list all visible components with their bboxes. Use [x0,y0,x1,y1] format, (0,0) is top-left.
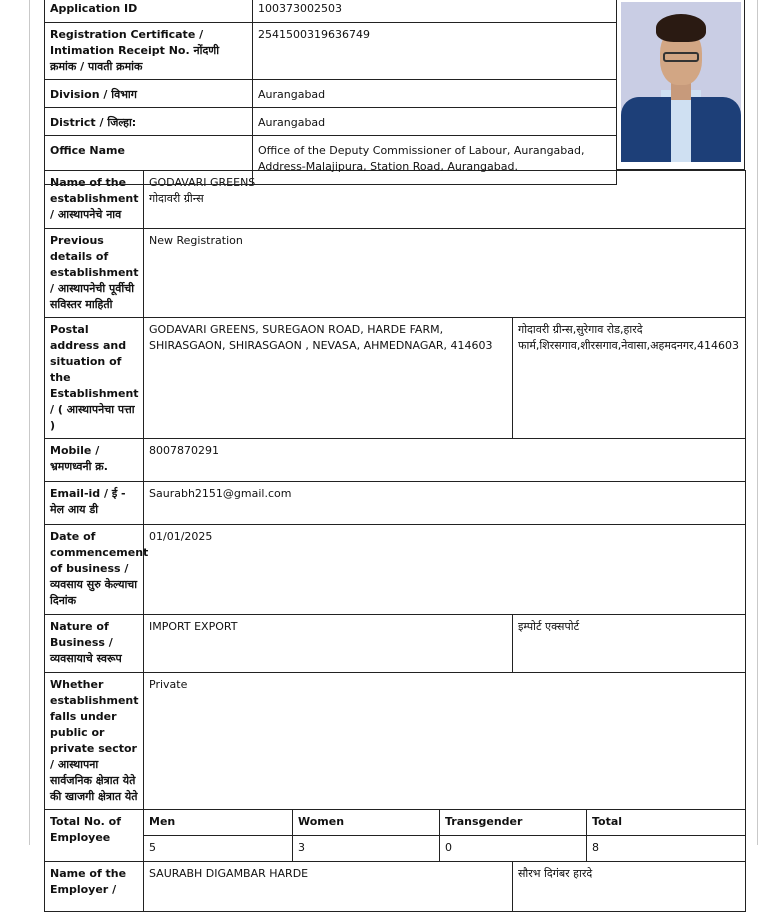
application-id-value: 100373002503 [253,0,617,23]
nature-of-business-label: Nature of Business / व्यवसायाचे स्वरूप [45,615,144,673]
division-label: Division / विभाग [45,80,253,108]
employees-transgender-value: 0 [440,836,587,862]
employees-total-header: Total [587,810,746,836]
employer-name-label: Name of the Employer / [45,862,144,912]
previous-details-label: Previous details of establishment / आस्थापनेची पूर्वीची सविस्तर माहिती [45,229,144,318]
applicant-photo [621,2,741,162]
header-section [44,0,746,173]
registration-certificate-label: Registration Certificate / Intimation Receipt No. नोंदणी क्रमांक / पावती क्रमांक [45,23,253,80]
registration-certificate [44,0,746,912]
establishment-name-marathi: गोदावरी ग्रीन्स [149,192,204,205]
employees-transgender-header: Transgender [440,810,587,836]
sector-value: Private [144,673,746,810]
employees-women-value: 3 [293,836,440,862]
nature-of-business-english: IMPORT EXPORT [144,615,513,673]
postal-address-label: Postal address and situation of the Establishment / ( आस्थापनेचा पत्ता ) [45,318,144,439]
photo-frame [616,0,745,170]
establishment-name-label: Name of the establishment / आस्थापनेचे नाव [45,171,144,229]
email-value: Saurabh2151@gmail.com [144,482,746,525]
employees-women-header: Women [293,810,440,836]
page-right-margin-line [757,0,758,845]
employees-total-value: 8 [587,836,746,862]
division-value: Aurangabad [253,80,617,108]
commencement-date-value: 01/01/2025 [144,525,746,615]
nature-of-business-marathi: इम्पोर्ट एक्सपोर्ट [513,615,746,673]
total-employees-label: Total No. of Employee [45,810,144,862]
mobile-label: Mobile / भ्रमणध्वनी क्र. [45,439,144,482]
mobile-value: 8007870291 [144,439,746,482]
office-name-value: Office of the Deputy Commissioner of Labour, Aurangabad, Address-Malajipura, Station Road, Aurangabad. [253,136,617,185]
application-details-table [44,0,617,185]
district-value: Aurangabad [253,108,617,136]
previous-details-value: New Registration [144,229,746,318]
establishment-name-english: GODAVARI GREENS [149,176,256,189]
employer-name-english: SAURABH DIGAMBAR HARDE [144,862,513,912]
office-name-label: Office Name [45,136,253,185]
email-label: Email-id / ई - मेल आय डी [45,482,144,525]
postal-address-marathi: गोदावरी ग्रीन्स,सुरेगाव रोड,हारदे फार्म,शिरसगाव,शीरसगाव,नेवासा,अहमदनगर,414603 [513,318,746,439]
sector-label: Whether establishment falls under public or private sector / आस्थापना सार्वजनिक क्षेत्रात येते की खाजगी क्षेत्रात येते [45,673,144,810]
employees-men-header: Men [144,810,293,836]
establishment-details-table [44,170,746,912]
page-left-margin-line [29,0,30,845]
registration-certificate-value: 2541500319636749 [253,23,617,80]
application-id-label: Application ID [45,0,253,23]
employer-name-marathi: सौरभ दिगंबर हारदे [513,862,746,912]
employees-men-value: 5 [144,836,293,862]
commencement-date-label: Date of commencement of business / व्यवसाय सुरु केल्याचा दिनांक [45,525,144,615]
postal-address-english: GODAVARI GREENS, SUREGAON ROAD, HARDE FARM, SHIRASGAON, SHIRASGAON , NEVASA, AHMEDNAGAR, 414603 [144,318,513,439]
district-label: District / जिल्हा: [45,108,253,136]
